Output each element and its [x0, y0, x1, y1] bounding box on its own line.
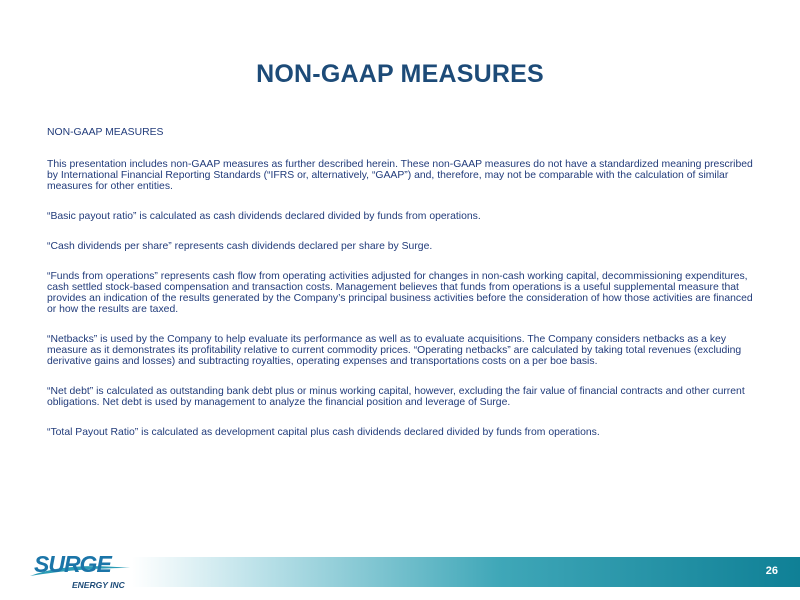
page-number: 26: [765, 565, 778, 577]
paragraph-net-debt: “Net debt” is calculated as outstanding bank debt plus or minus working capital, however, excluding the fair value of financial contracts and other current obligations. Net debt is used by management to analyze the financial position and leverage of Surge.: [47, 386, 745, 408]
surge-logo: [26, 548, 136, 592]
logo-subtitle: ENERGY INC: [72, 580, 125, 590]
section-heading: NON-GAAP MEASURES: [47, 127, 164, 138]
paragraph-netbacks: “Netbacks” is used by the Company to help evaluate its performance as well as to evaluate acquisitions. The Company considers netbacks as a key measure as it demonstrates its profitability relative to current commodity prices. “Operating netbacks” are calculated by taking total revenues (excluding derivative gains and losses) and subtracting royalties, operating expenses and transportations costs on a per boe basis.: [47, 334, 742, 367]
footer-bar: [132, 557, 800, 587]
slide-title: NON-GAAP MEASURES: [256, 60, 544, 88]
paragraph-intro: This presentation includes non-GAAP measures as further described herein. These non-GAAP measures do not have a standardized meaning prescribed by International Financial Reporting Standards (“IFRS or, alternatively, “GAAP”) and, therefore, may not be comparable with the calculation of similar measures for other entities.: [47, 159, 753, 192]
logo-wordmark: SURGE: [34, 551, 111, 577]
slide-body: [47, 127, 759, 457]
paragraph-basic-payout-ratio: “Basic payout ratio” is calculated as cash dividends declared divided by funds from operations.: [47, 211, 481, 222]
paragraph-total-payout-ratio: “Total Payout Ratio” is calculated as development capital plus cash dividends declared divided by funds from operations.: [47, 427, 600, 438]
paragraph-funds-from-operations: “Funds from operations” represents cash flow from operating activities adjusted for changes in non-cash working capital, decommissioning expenditures, cash settled stock-based compensation and transaction costs. Management believes that funds from operations is a useful supplemental measure that provides an indication of the results generated by the Company’s principal business activities before the consideration of how those activities are financed or how the results are taxed.: [47, 271, 753, 315]
paragraph-cash-dividends-per-share: “Cash dividends per share” represents cash dividends declared per share by Surge.: [47, 241, 433, 252]
